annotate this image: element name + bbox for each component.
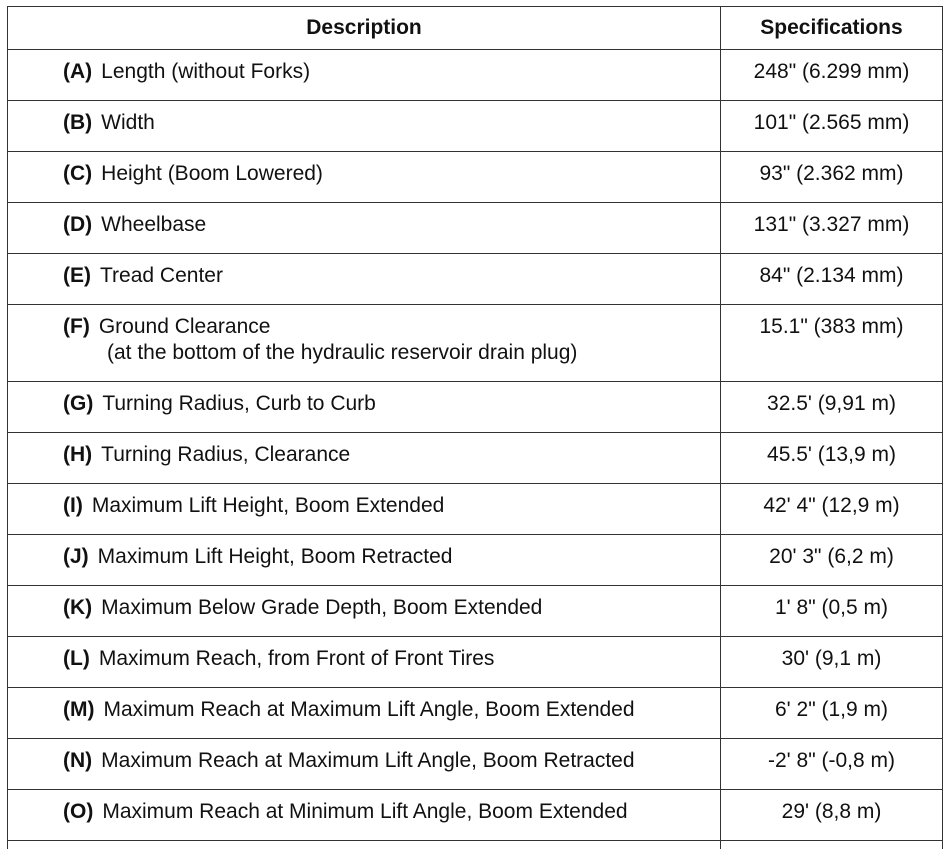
specifications-column-header: Specifications	[721, 7, 943, 50]
specification-cell	[721, 841, 943, 849]
table-row	[8, 535, 943, 586]
item-description: Maximum Reach at Minimum Lift Angle, Boom Extended	[102, 800, 627, 823]
specification-cell: 248" (6.299 mm)	[721, 50, 943, 101]
item-description: Maximum Reach at Maximum Lift Angle, Boom Retracted	[101, 749, 634, 772]
item-letter: (M)	[63, 698, 94, 721]
item-letter: (E)	[63, 264, 91, 287]
table-row	[8, 50, 943, 101]
specification-cell: 32.5' (9,91 m)	[721, 382, 943, 433]
item-description: Turning Radius, Clearance	[101, 443, 350, 466]
item-description: Wheelbase	[101, 213, 206, 236]
description-cell	[8, 152, 721, 203]
description-cell	[8, 203, 721, 254]
item-letter: (F)	[63, 315, 90, 338]
item-description: Maximum Reach at Maximum Lift Angle, Boom Extended	[103, 698, 634, 721]
specification-cell: 93" (2.362 mm)	[721, 152, 943, 203]
table-row	[8, 382, 943, 433]
table-row	[8, 688, 943, 739]
table-body	[8, 50, 943, 849]
specification-cell: 101" (2.565 mm)	[721, 101, 943, 152]
specification-cell: 131" (3.327 mm)	[721, 203, 943, 254]
item-letter: (K)	[63, 596, 92, 619]
item-letter: (I)	[63, 494, 83, 517]
item-letter: (D)	[63, 213, 92, 236]
item-description: Maximum Lift Height, Boom Retracted	[98, 545, 453, 568]
specification-cell: -2' 8" (-0,8 m)	[721, 739, 943, 790]
description-cell	[8, 101, 721, 152]
specification-cell: 15.1" (383 mm)	[721, 305, 943, 382]
table-row	[8, 790, 943, 841]
specification-cell: 20' 3" (6,2 m)	[721, 535, 943, 586]
table-row	[8, 152, 943, 203]
table-row	[8, 739, 943, 790]
description-cell	[8, 382, 721, 433]
description-cell	[8, 790, 721, 841]
item-description: Maximum Lift Height, Boom Extended	[92, 494, 445, 517]
specification-cell: 29' (8,8 m)	[721, 790, 943, 841]
description-cell	[8, 586, 721, 637]
description-cell	[8, 841, 721, 849]
specification-cell: 6' 2" (1,9 m)	[721, 688, 943, 739]
item-description: Width	[101, 111, 155, 134]
specification-cell: 42' 4" (12,9 m)	[721, 484, 943, 535]
item-description: Maximum Below Grade Depth, Boom Extended	[101, 596, 542, 619]
description-cell	[8, 433, 721, 484]
item-letter: (H)	[63, 443, 92, 466]
table-row	[8, 305, 943, 382]
item-letter: (O)	[63, 800, 93, 823]
table-row	[8, 484, 943, 535]
description-cell	[8, 637, 721, 688]
table-row	[8, 203, 943, 254]
item-description: Tread Center	[100, 264, 223, 287]
item-description: Ground Clearance	[99, 315, 271, 338]
table-row	[8, 637, 943, 688]
item-description-note: (at the bottom of the hydraulic reservoir drain plug)	[63, 340, 720, 366]
description-cell	[8, 305, 721, 382]
description-cell	[8, 254, 721, 305]
specification-cell: 84" (2.134 mm)	[721, 254, 943, 305]
item-description: Length (without Forks)	[101, 60, 310, 83]
item-description: Maximum Reach, from Front of Front Tires	[99, 647, 495, 670]
table-row	[8, 586, 943, 637]
table-header-row	[8, 7, 943, 50]
description-column-header: Description	[8, 7, 721, 50]
item-letter: (G)	[63, 392, 93, 415]
item-letter: (J)	[63, 545, 89, 568]
specification-cell: 30' (9,1 m)	[721, 637, 943, 688]
table-row	[8, 101, 943, 152]
description-cell	[8, 688, 721, 739]
specifications-table	[7, 6, 943, 849]
description-cell	[8, 484, 721, 535]
item-letter: (C)	[63, 162, 92, 185]
table-row-partial	[8, 841, 943, 849]
item-letter: (L)	[63, 647, 90, 670]
item-letter: (A)	[63, 60, 92, 83]
item-letter: (N)	[63, 749, 92, 772]
specification-cell: 45.5' (13,9 m)	[721, 433, 943, 484]
description-cell	[8, 535, 721, 586]
description-cell	[8, 739, 721, 790]
item-description: Turning Radius, Curb to Curb	[102, 392, 376, 415]
specification-cell: 1' 8" (0,5 m)	[721, 586, 943, 637]
item-letter: (B)	[63, 111, 92, 134]
description-cell	[8, 50, 721, 101]
item-description: Height (Boom Lowered)	[101, 162, 323, 185]
table-row	[8, 433, 943, 484]
table-row	[8, 254, 943, 305]
